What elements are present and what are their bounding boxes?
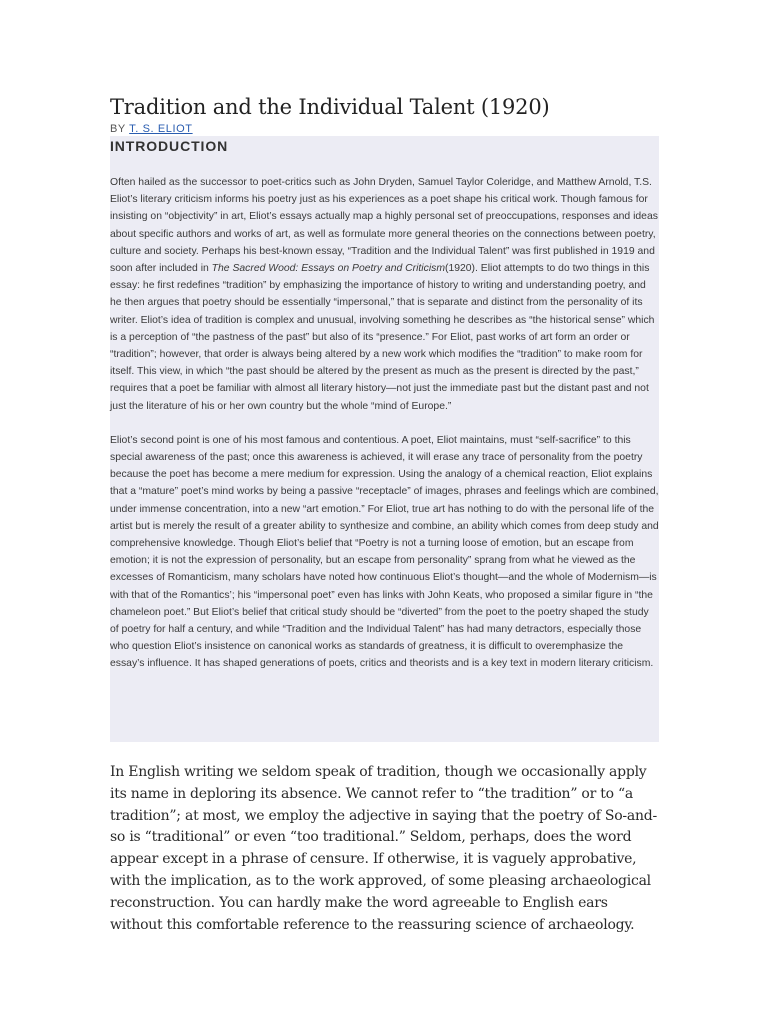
introduction-box [110,136,659,742]
intro-text: Often hailed as the successor to poet-critics such as John Dryden, Samuel Taylor Coleridge, and Matthew Arnold, T.S. Eliot’s literary criticism informs his poetry just as his experiences as a poet shape his critical work. Though famous for insisting on “objectivity” in art, Eliot’s essays actually map a highly personal set of preoccupations, responses and ideas about specific authors and works of art, as well as formulate more general theories on the connections between poetry, culture and society. Perhaps his best-known essay, “Tradition and the Individual Talent” was first published in 1919 and soon after included in [110,177,658,275]
introduction-paragraph: Eliot’s second point is one of his most famous and contentious. A poet, Eliot maintains, must “self-sacrifice” to this special awareness of the past; once this awareness is achieved, it will erase any trace of personality from the poetry because the poet has become a mere medium for expression. Using the analogy of a chemical reaction, Eliot explains that a “mature” poet’s mind works by being a passive “receptacle” of images, phrases and feelings which are combined, under immense concentration, into a new “art emotion.” For Eliot, true art has nothing to do with the personal life of the artist but is merely the result of a greater ability to synthesize and combine, an ability which comes from deep study and comprehensive knowledge. Though Eliot’s belief that “Poetry is not a turning loose of emotion, but an escape from emotion; it is not the expression of personality, but an escape from personality” sprang from what he viewed as the excesses of Romanticism, many scholars have noted how continuous Eliot’s thought—and the whole of Modernism—is with that of the Romantics’; his “impersonal poet” even has links with John Keats, who proposed a similar figure in “the chameleon poet.” But Eliot’s belief that critical study should be “diverted” from the poet to the poetry shaped the study of poetry for half a century, and while “Tradition and the Individual Talent” has had many detractors, especially those who question Eliot’s insistence on canonical works as standards of greatness, it is difficult to overemphasize the essay’s influence. It has shaped generations of poets, critics and theorists and is a key text in modern literary criticism. [110,434,659,670]
byline [110,122,660,136]
essay-paragraph: In English writing we seldom speak of tradition, though we occasionally apply its name in deploring its absence. We cannot refer to “the tradition” or to “a tradition”; at most, we employ the adjective in saying that the poetry of So-and-so is “traditional” or even “too traditional.” Seldom, perhaps, does the word appear except in a phrase of censure. If otherwise, it is vaguely approbative, with the implication, as to the work approved, of some pleasing archaeological reconstruction. You can hardly make the word agreeable to English ears without this comfortable reference to the reassuring science of archaeology. [110,764,657,933]
introduction-paragraph [110,174,659,415]
article [110,92,660,936]
intro-text: (1920). Eliot attempts to do two things in this essay: he first redefines “tradition” by emphasizing the importance of history to writing and understanding poetry, and he then argues that poetry should be essentially “impersonal,” that is separate and distinct from the personality of its writer. Eliot’s idea of tradition is complex and unusual, involving something he describes as “the historical sense” which is a perception of “the pastness of the past” but also of its “presence.” For Eliot, past works of art form an order or “tradition”; however, that order is always being altered by a new work which modifies the “tradition” to make room for itself. This view, in which “the past should be altered by the present as much as the present is directed by the past,” requires that a poet be familiar with almost all literary history—not just the immediate past but the distant past and not just the literature of his or her own country but the whole “mind of Europe.” [110,263,655,412]
introduction-heading: INTRODUCTION [110,138,229,154]
article-title: Tradition and the Individual Talent (1920) [110,95,550,119]
book-title: The Sacred Wood: Essays on Poetry and Criticism [211,263,445,275]
byline-label: BY [110,123,126,135]
author-link[interactable]: T. S. ELIOT [129,123,193,135]
